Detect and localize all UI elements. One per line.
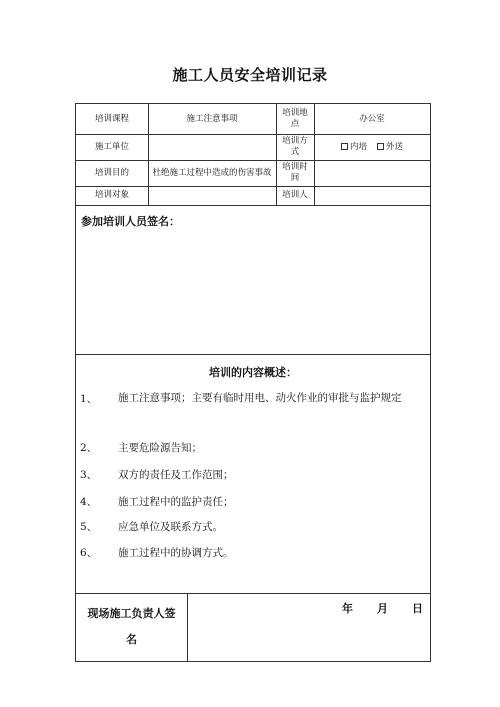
list-item: 1、 施工注意事项；主要有临时用电、动火作业的审批与监护规定 [80, 392, 402, 405]
date-day-label: 日 [412, 602, 423, 615]
course-label: 培训课程 [94, 113, 129, 124]
target-label: 培训对象 [94, 190, 129, 200]
section-divider [76, 354, 430, 355]
col-divider [187, 593, 188, 661]
training-record-form [75, 103, 431, 662]
date-year-label: 年 [342, 602, 353, 615]
unit-value[interactable] [148, 134, 276, 160]
time-value[interactable] [314, 160, 430, 186]
method-label: 培训方式 [282, 136, 308, 157]
list-item: 4、 施工过程中的监护责任； [80, 496, 234, 508]
purpose-value[interactable]: 杜绝施工过程中造成的伤害事故 [152, 167, 272, 178]
trainer-value[interactable] [314, 186, 430, 205]
unit-label: 施工单位 [94, 141, 129, 152]
list-item: 3、 双方的责任及工作范围； [80, 469, 234, 481]
overview-heading: 培训的内容概述： [209, 366, 297, 379]
list-item: 5、 应急单位及联系方式。 [80, 521, 223, 533]
course-value[interactable]: 施工注意事项 [186, 113, 238, 124]
list-item: 2、 主要危险源告知； [80, 442, 202, 454]
checkbox-icon[interactable] [377, 143, 384, 150]
date-month-label: 月 [377, 602, 388, 615]
target-value[interactable] [148, 186, 276, 205]
list-item: 6、 施工过程中的协调方式。 [80, 547, 234, 559]
method-option-internal[interactable]: 内培 [341, 142, 367, 153]
purpose-label: 培训目的 [94, 167, 129, 178]
signature-heading: 参加培训人员签名： [81, 215, 180, 228]
trainer-label: 培训人 [282, 190, 308, 200]
location-label: 培训地点 [282, 108, 308, 129]
time-label: 培训时间 [282, 162, 308, 183]
location-value[interactable]: 办公室 [359, 113, 385, 124]
site-leader-signature-label: 现场施工负责人签名 [87, 607, 176, 646]
method-options [314, 134, 430, 160]
page-title: 施工人员安全培训记录 [172, 66, 328, 84]
row-divider [76, 205, 430, 206]
checkbox-icon[interactable] [341, 143, 348, 150]
method-option-external[interactable]: 外送 [377, 142, 403, 153]
